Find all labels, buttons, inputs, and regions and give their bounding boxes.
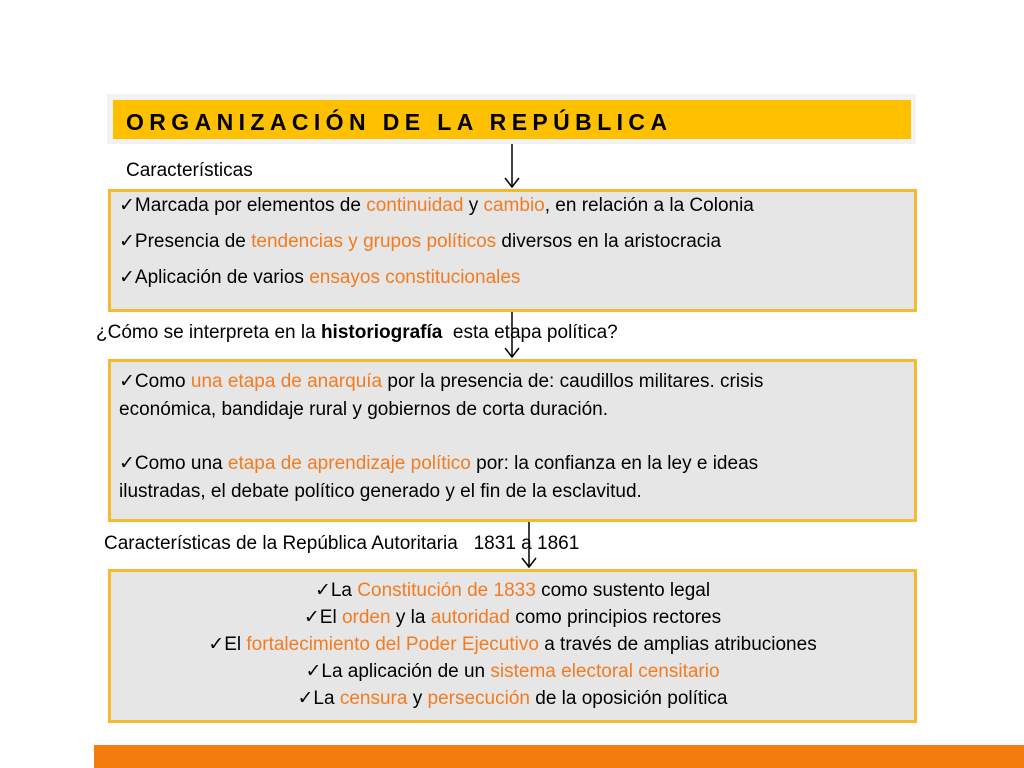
interpretation-item: [119, 399, 608, 421]
text-segment: ✓Aplicación de varios: [119, 267, 310, 288]
authoritarian-republic-box: [108, 569, 917, 723]
text-segment: ilustradas, el debate político generado y el fin de la esclavitud.: [119, 481, 642, 502]
text-segment: de la oposición política: [529, 688, 728, 709]
highlighted-text: continuidad: [366, 195, 464, 216]
text-segment: por: la confianza en la ley e ideas: [470, 453, 759, 474]
interpretation-item: [119, 453, 758, 475]
text-segment: ✓Como una: [119, 453, 228, 474]
arrow-down-icon: [503, 144, 521, 190]
highlighted-text: orden: [341, 607, 391, 628]
highlighted-text: ensayos constitucionales: [309, 267, 521, 288]
text-segment: ¿Cómo se interpreta en la: [96, 322, 321, 343]
title-background: [113, 100, 911, 139]
text-segment: por la presencia de: caudillos militares. crisis: [382, 371, 764, 392]
text-segment: ✓El: [208, 634, 247, 655]
text-segment: ✓Marcada por elementos de: [119, 195, 367, 216]
highlighted-text: fortalecimiento del Poder Ejecutivo: [246, 634, 539, 655]
text-segment: como principios rectores: [509, 607, 722, 628]
section1-label: Características: [126, 160, 253, 181]
historiography-box: [108, 359, 917, 522]
highlighted-text: Constitución de 1833: [357, 580, 536, 601]
characteristics-box: [108, 189, 917, 312]
title-bar: [107, 94, 916, 144]
highlighted-text: cambio: [483, 195, 545, 216]
highlighted-text: etapa de aprendizaje político: [227, 453, 471, 474]
text-segment: diversos en la aristocracia: [496, 231, 722, 252]
authoritarian-item: [111, 607, 914, 629]
characteristic-item: [119, 267, 520, 289]
text-segment: económica, bandidaje rural y gobiernos de corta duración.: [119, 399, 609, 420]
text-segment: ✓Como: [119, 371, 191, 392]
text-segment: ✓El: [303, 607, 342, 628]
highlighted-text: sistema electoral censitario: [490, 661, 720, 682]
text-segment: ✓La aplicación de un: [305, 661, 491, 682]
authoritarian-item: [111, 661, 914, 683]
bold-text: historiografía: [320, 322, 443, 343]
text-segment: esta etapa política?: [442, 322, 618, 343]
characteristic-item: [119, 231, 721, 253]
authoritarian-republic-label: Características de la República Autoritaria 1831 a 1861: [104, 533, 580, 554]
text-segment: y: [463, 195, 484, 216]
historiography-question: [96, 322, 618, 344]
bottom-accent-band: [94, 745, 1024, 768]
authoritarian-item: [111, 634, 914, 656]
text-segment: ✓Presencia de: [119, 231, 252, 252]
authoritarian-item: [111, 688, 914, 710]
text-segment: como sustento legal: [535, 580, 711, 601]
highlighted-text: persecución: [427, 688, 530, 709]
text-segment: , en relación a la Colonia: [544, 195, 754, 216]
highlighted-text: tendencias y grupos políticos: [251, 231, 497, 252]
authoritarian-item: [111, 580, 914, 602]
text-segment: ✓La: [314, 580, 358, 601]
highlighted-text: autoridad: [430, 607, 510, 628]
text-segment: y: [407, 688, 428, 709]
characteristic-item: [119, 195, 754, 217]
interpretation-item: [119, 481, 642, 503]
highlighted-text: una etapa de anarquía: [190, 371, 383, 392]
text-segment: ✓La: [297, 688, 340, 709]
text-segment: a través de amplias atribuciones: [538, 634, 817, 655]
text-segment: y la: [390, 607, 431, 628]
interpretation-item: [119, 371, 763, 393]
highlighted-text: censura: [339, 688, 408, 709]
slide-title: ORGANIZACIÓN DE LA REPÚBLICA: [126, 109, 673, 135]
